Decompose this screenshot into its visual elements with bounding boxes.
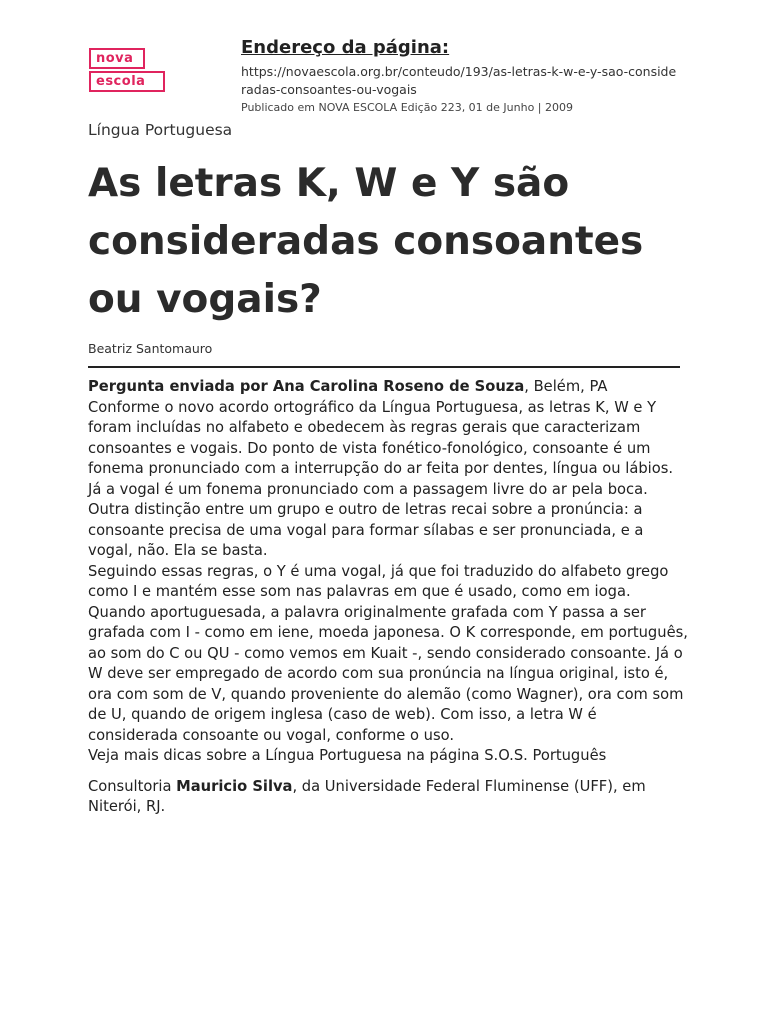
consultancy-suffix: , da Universidade Federal Fluminense (UFF), em Niterói, RJ. [88, 777, 646, 815]
consultant-name: Mauricio Silva [176, 777, 293, 795]
page-address-block [241, 36, 681, 116]
publication-info: Publicado em NOVA ESCOLA Edição 223, 01 de Junho | 2009 [241, 101, 574, 114]
page-url[interactable]: https://novaescola.org.br/conteudo/193/as-letras-k-w-e-y-sao-consideradas-consoantes-ou-vogais [241, 64, 677, 97]
paragraph: Veja mais dicas sobre a Língua Portuguesa na página S.O.S. Português [88, 747, 607, 764]
question-place: , Belém, PA [524, 378, 608, 395]
nova-escola-logo[interactable] [89, 48, 165, 94]
subject-label: Língua Portuguesa [88, 121, 233, 139]
page-address-title: Endereço da página: [241, 37, 450, 58]
paragraph: Seguindo essas regras, o Y é uma vogal, já que foi traduzido do alfabeto grego como I e mantém esse som nas palavras em que é usado, como em ioga. Quando aportuguesada, a palavra originalmente grafada com Y passa a ser grafada com I - como em iene, moeda japonesa. O K corresponde, em português, ao som do C ou QU - como vemos em Kuait -, sendo considerado consoante. Já o W deve ser empregado de acordo com sua pronúncia na língua original, isto é, ora com som de V, quando proveniente do alemão (como Wagner), ora com som de U, quando de origem inglesa (caso de web). Com isso, a letra W é considerada consoante ou vogal, conforme o uso. [88, 562, 688, 744]
paragraph: Conforme o novo acordo ortográfico da Língua Portuguesa, as letras K, W e Y foram incluídas no alfabeto e obedecem às regras gerais que caracterizam consoantes e vogais. Do ponto de vista fonético-fonológico, consoante é um fonema pronunciado com a interrupção do ar feita por dentes, língua ou lábios. Já a vogal é um fonema pronunciado com a passagem livre do ar pela boca. Outra distinção entre um grupo e outro de letras recai sobre a pronúncia: a consoante precisa de uma vogal para formar sílabas e ser pronunciada, e a vogal, não. Ela se basta. [88, 398, 674, 559]
divider [88, 366, 680, 368]
logo-line-escola: escola [89, 71, 165, 92]
author-name: Beatriz Santomauro [88, 341, 213, 356]
article-title: As letras K, W e Y são consideradas consoantes ou vogais? [88, 161, 644, 322]
consultancy-prefix: Consultoria [88, 777, 177, 795]
logo-line-nova: nova [89, 48, 145, 69]
consultancy-line [88, 777, 688, 818]
question-label: Pergunta enviada por Ana Carolina Roseno de Souza [88, 378, 525, 395]
question-line [88, 377, 688, 398]
article-body [88, 377, 688, 818]
